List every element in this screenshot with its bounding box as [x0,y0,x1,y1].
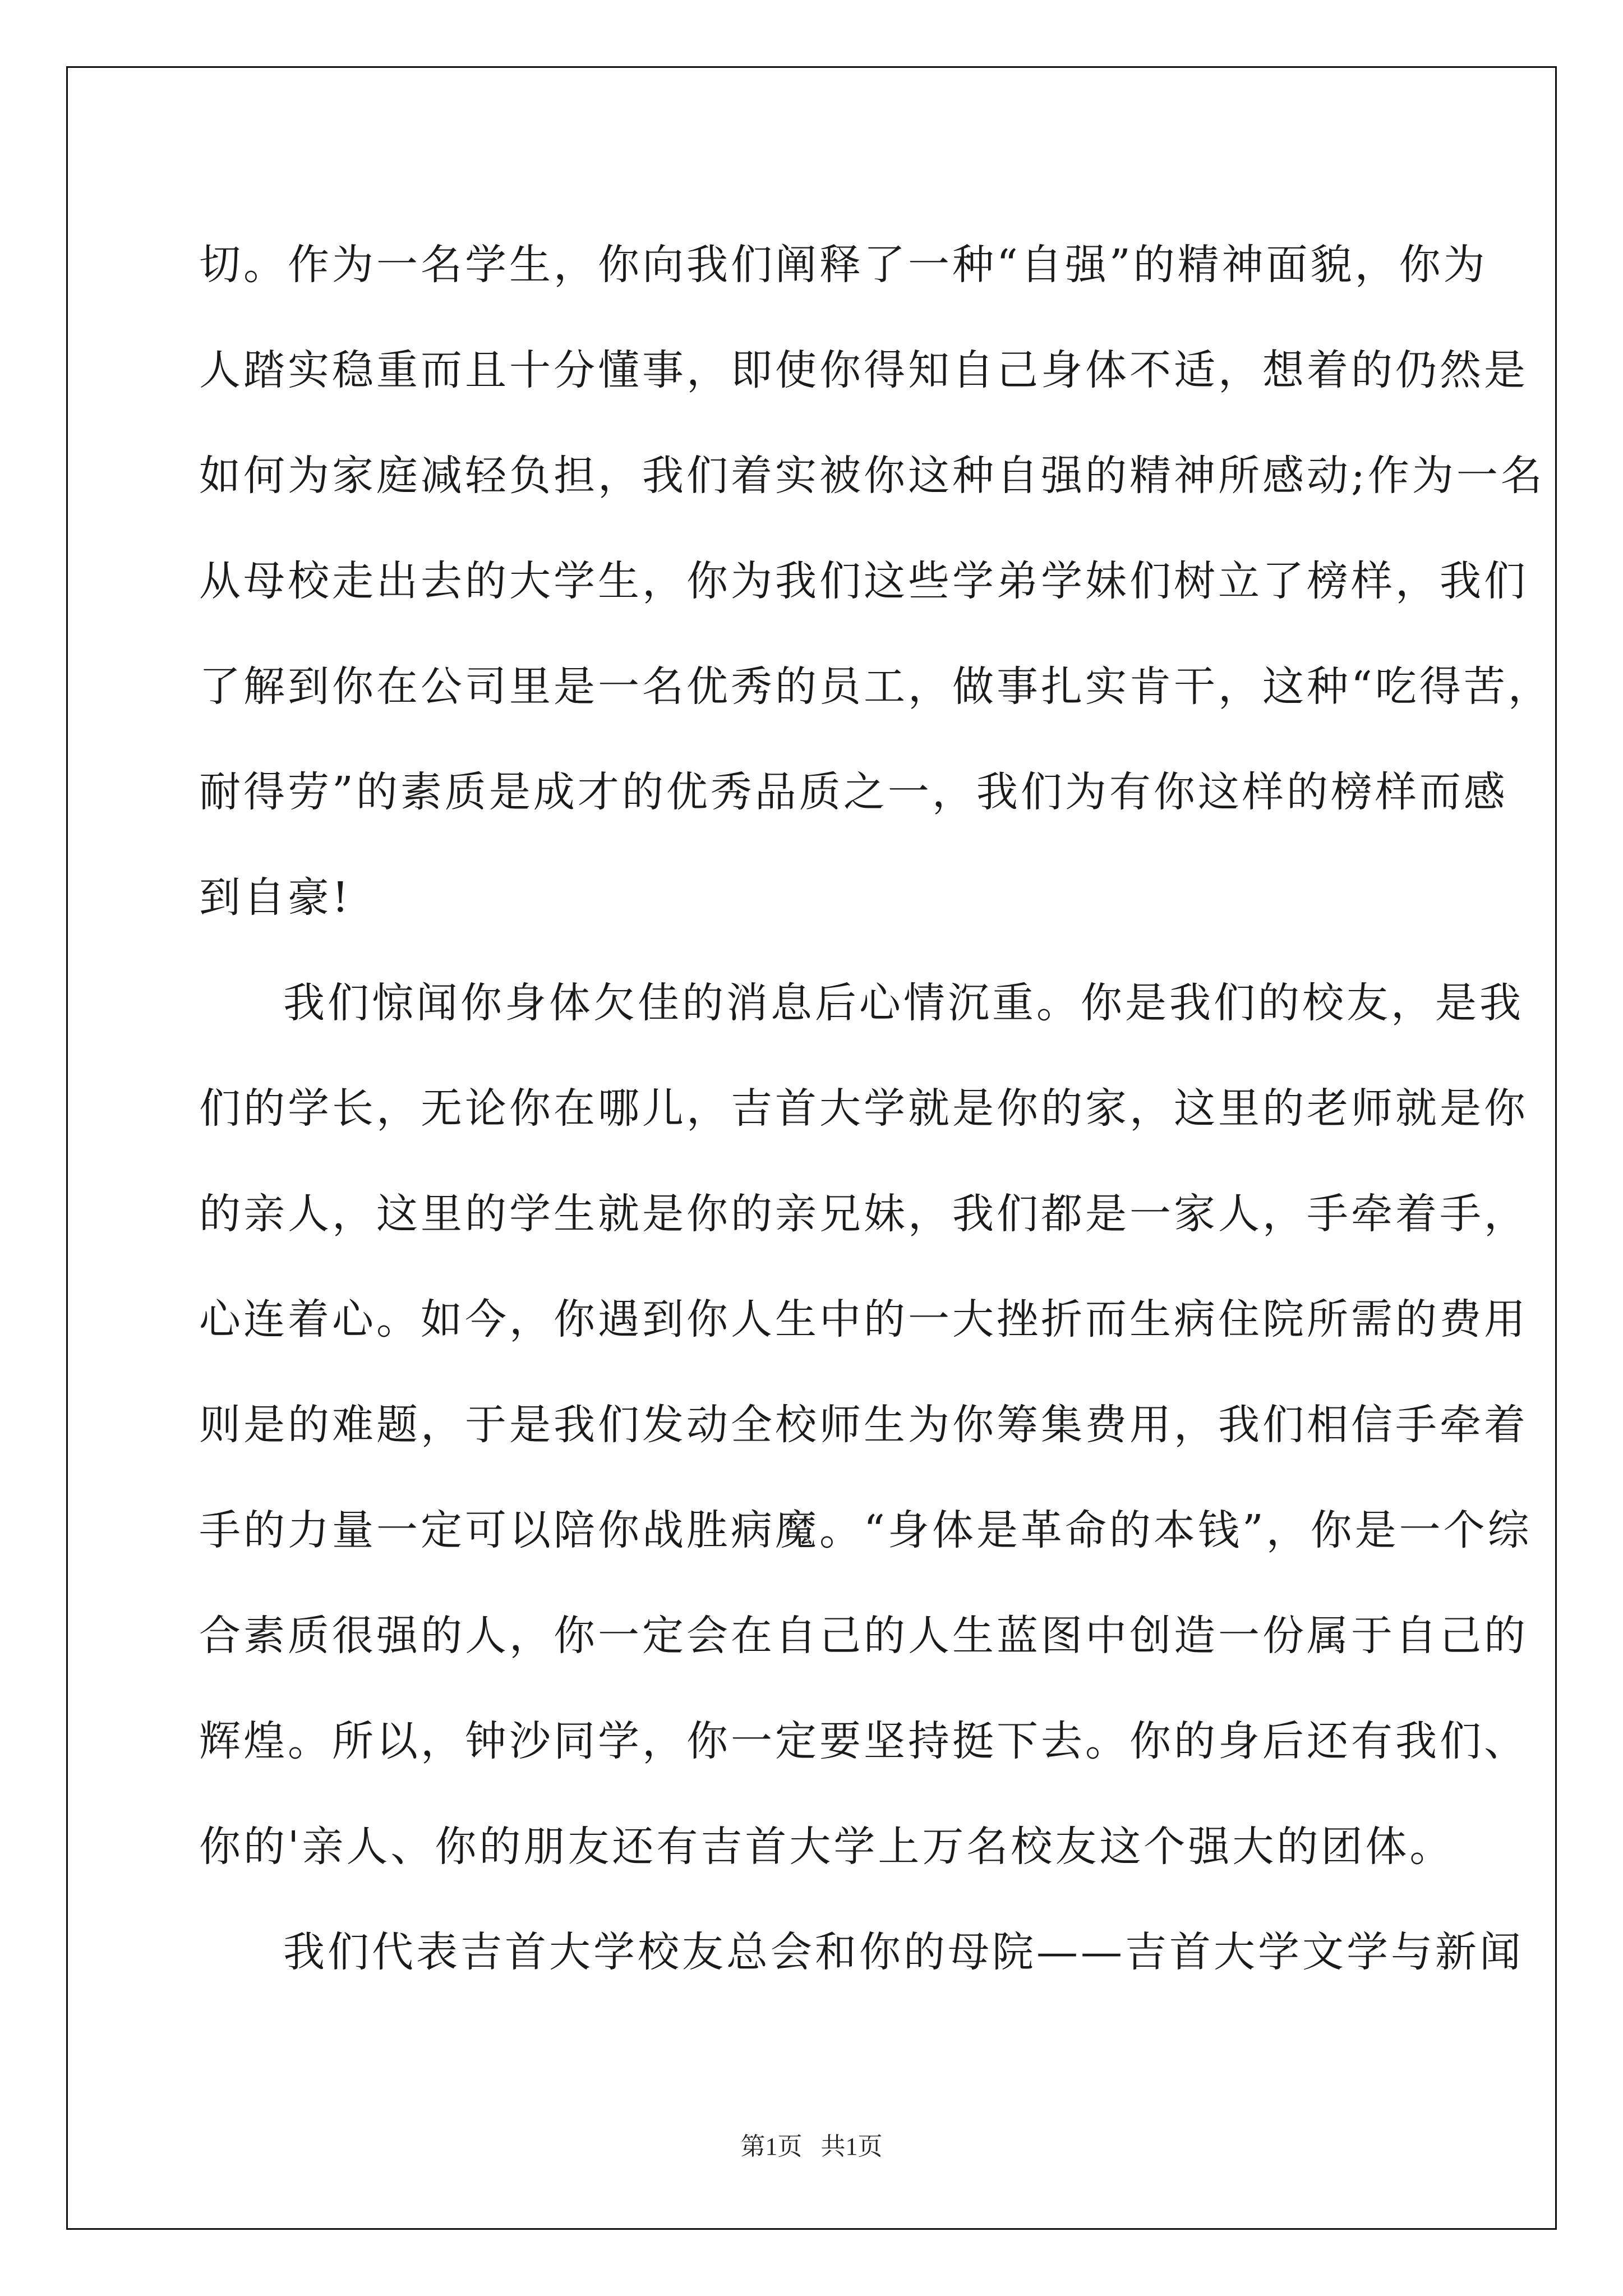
text-line: 心连着心。如今，你遇到你人生中的一大挫折而生病住院所需的费用 [199,1295,1528,1343]
paragraph-2 [199,950,1532,1899]
text-line: 耐得劳”的素质是成才的优秀品质之一，我们为有你这样的榜样而感 [199,768,1508,816]
page-number-footer: 第1页 共1页 [740,2133,883,2160]
text-line: 我们惊闻你身体欠佳的消息后心情沉重。你是我们的校友，是我 [283,979,1524,1027]
text-line: 到自豪! [199,873,352,922]
text-line: 切。作为一名学生，你向我们阐释了一种“自强”的精神面貌，你为 [199,241,1488,289]
text-line: 的亲人，这里的学生就是你的亲兄妹，我们都是一家人，手牵着手， [199,1190,1528,1238]
text-line: 如何为家庭减轻负担，我们着实被你这种自强的精神所感动;作为一名 [199,452,1545,500]
text-line: 人踏实稳重而且十分懂事，即使你得知自己身体不适，想着的仍然是 [199,346,1528,394]
text-line: 辉煌。所以，钟沙同学，你一定要坚持挺下去。你的身后还有我们、 [199,1717,1528,1765]
text-line: 合素质很强的人，你一定会在自己的人生蓝图中创造一份属于自己的 [199,1612,1528,1660]
text-line: 了解到你在公司里是一名优秀的员工，做事扎实肯干，这种“吃得苦， [199,662,1552,711]
document-body [199,212,1552,2005]
text-line: 你的'亲人、你的朋友还有吉首大学上万名校友这个强大的团体。 [199,1823,1454,1871]
text-line: 手的力量一定可以陪你战胜病魔。“身体是革命的本钱”，你是一个综 [199,1506,1532,1554]
text-line: 我们代表吉首大学校友总会和你的母院——吉首大学文学与新闻 [283,1928,1524,1976]
text-line: 们的学长，无论你在哪儿，吉首大学就是你的家，这里的老师就是你 [199,1084,1528,1133]
paragraph-3 [199,1899,1524,2005]
paragraph-1 [199,212,1552,950]
text-line: 从母校走出去的大学生，你为我们这些学弟学妹们树立了榜样，我们 [199,557,1528,605]
text-line: 则是的难题，于是我们发动全校师生为你筹集费用，我们相信手牵着 [199,1401,1528,1449]
